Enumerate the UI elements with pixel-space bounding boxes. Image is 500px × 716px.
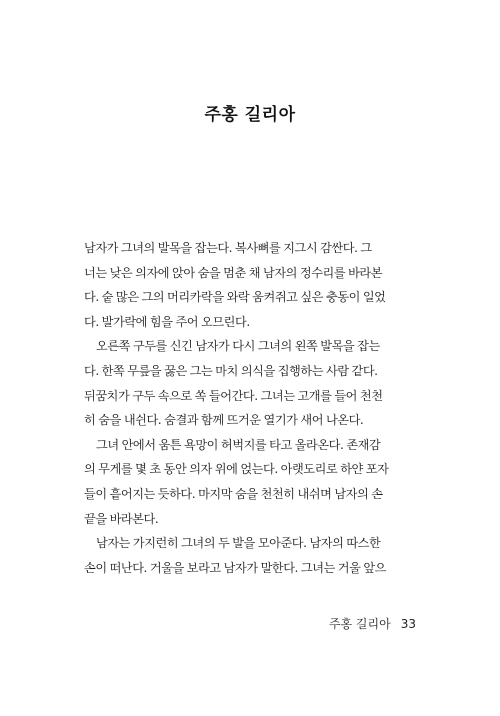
text-line: 끝을 바라본다. (84, 511, 159, 526)
body-text (84, 236, 416, 580)
chapter-title: 주홍 길리아 (204, 105, 296, 125)
page-footer (329, 615, 416, 632)
running-title: 주홍 길리아 (328, 617, 391, 631)
text-line: 오른쪽 구두를 신긴 남자가 다시 그녀의 왼쪽 발목을 잡는 (96, 339, 380, 354)
text-line: 남자가 그녀의 발목을 잡는다. 복사뼈를 지그시 감싼다. 그 (84, 241, 372, 255)
text-line: 다. 발가락에 힘을 주어 오므린다. (84, 314, 250, 329)
text-line: 남자는 가지런히 그녀의 두 발을 모아준다. 남자의 따스한 (96, 536, 381, 551)
text-line: 다. 한쪽 무릎을 꿇은 그는 마치 의식을 집행하는 사람 같다. (84, 363, 378, 378)
text-line: 너는 낮은 의자에 앉아 숨을 멈춘 채 남자의 정수리를 바라본 (84, 265, 383, 280)
text-line: 의 무게를 몇 초 동안 의자 위에 얹는다. 아랫도리로 하얀 포자 (84, 462, 389, 477)
text-line: 손이 떠난다. 거울을 보라고 남자가 말한다. 그녀는 거울 앞으 (84, 560, 386, 575)
text-line: 다. 숱 많은 그의 머리카락을 와락 움켜쥐고 싶은 충동이 일었 (84, 290, 386, 305)
text-line: 뒤꿈치가 구두 속으로 쏙 들어간다. 그녀는 고개를 들어 천천 (84, 388, 383, 403)
page-number: 33 (400, 617, 416, 631)
text-line: 들이 흩어지는 듯하다. 마지막 숨을 천천히 내쉬며 남자의 손 (84, 486, 383, 501)
text-line: 히 숨을 내쉰다. 숨결과 함께 뜨거운 열기가 새어 나온다. (84, 413, 364, 428)
text-line: 그녀 안에서 움튼 욕망이 허벅지를 타고 올라온다. 존재감 (96, 437, 381, 452)
